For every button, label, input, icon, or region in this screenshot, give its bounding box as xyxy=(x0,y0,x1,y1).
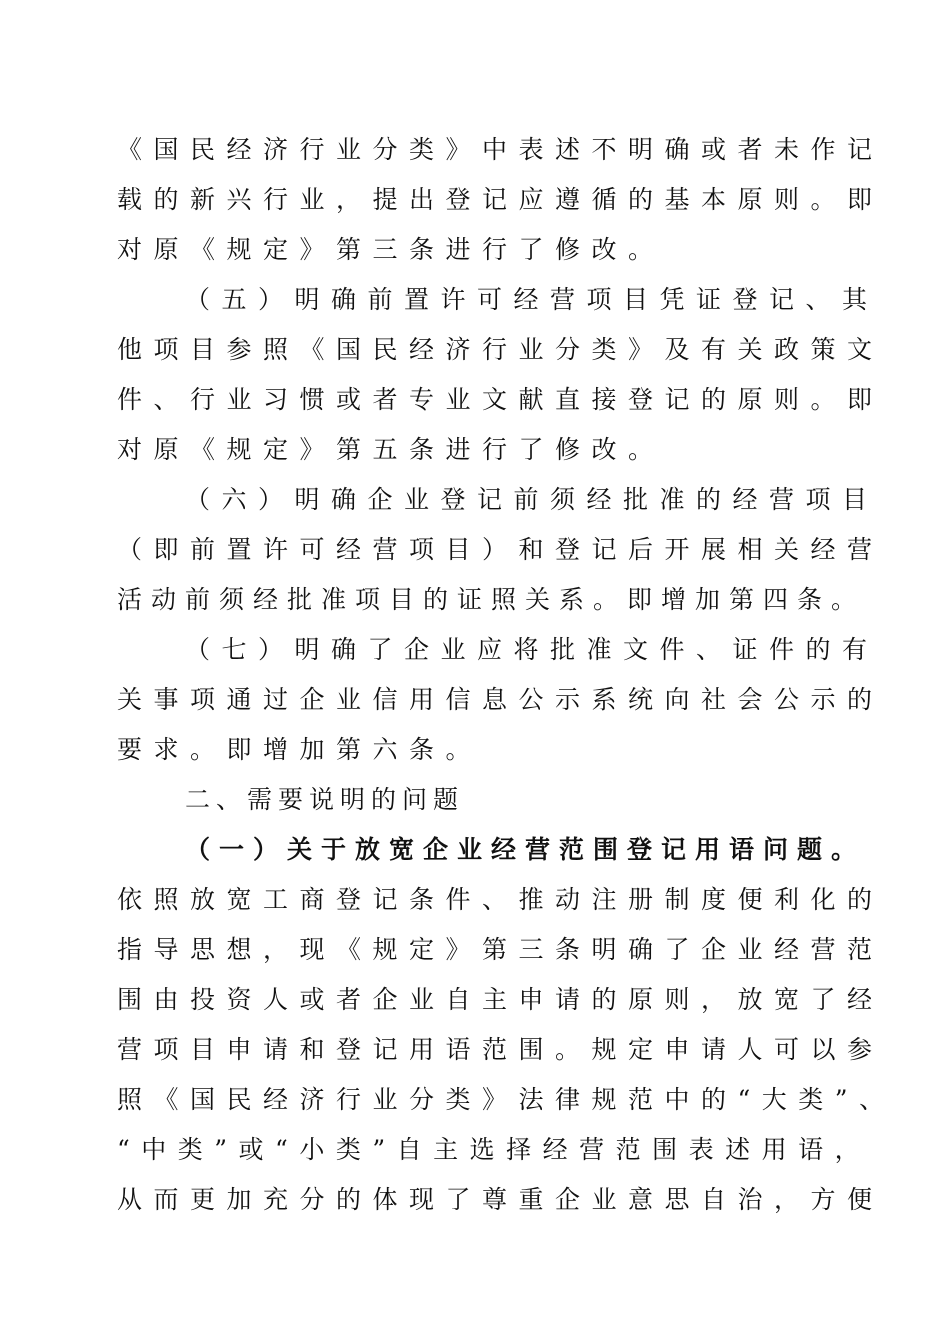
subsection-heading: （一）关于放宽企业经营范围登记用语问题。 xyxy=(185,835,866,864)
section-heading: 二、需要说明的问题 xyxy=(185,785,465,814)
text-line: 件、行业习惯或者专业文献直接登记的原则。即 xyxy=(117,385,884,414)
text-line: 活动前须经批准项目的证照关系。即增加第四条。 xyxy=(117,585,866,614)
paragraph-seven-start: （七）明确了企业应将批准文件、证件的有 xyxy=(185,635,879,664)
text-line: 依照放宽工商登记条件、推动注册制度便利化的 xyxy=(117,885,884,914)
text-line: 围由投资人或者企业自主申请的原则，放宽了经 xyxy=(117,985,884,1014)
text-line: 要求。即增加第六条。 xyxy=(117,735,483,764)
text-line: 对原《规定》第五条进行了修改。 xyxy=(117,435,665,464)
text-line: （即前置许可经营项目）和登记后开展相关经营 xyxy=(117,535,884,564)
text-line: 从而更加充分的体现了尊重企业意思自治，方便 xyxy=(117,1185,884,1214)
paragraph-six-start: （六）明确企业登记前须经批准的经营项目 xyxy=(185,485,879,514)
text-line: 关事项通过企业信用信息公示系统向社会公示的 xyxy=(117,685,884,714)
text-line: 载的新兴行业，提出登记应遵循的基本原则。即 xyxy=(117,185,884,214)
text-line: 《国民经济行业分类》中表述不明确或者未作记 xyxy=(117,135,884,164)
text-line: 指导思想，现《规定》第三条明确了企业经营范 xyxy=(117,935,884,964)
text-line: “中类”或“小类”自主选择经营范围表述用语， xyxy=(117,1135,872,1164)
text-line: 照《国民经济行业分类》法律规范中的“大类”、 xyxy=(117,1085,896,1114)
text-line: 对原《规定》第三条进行了修改。 xyxy=(117,235,665,264)
paragraph-five-start: （五）明确前置许可经营项目凭证登记、其 xyxy=(185,285,879,314)
text-line: 营项目申请和登记用语范围。规定申请人可以参 xyxy=(117,1035,884,1064)
text-line: 他项目参照《国民经济行业分类》及有关政策文 xyxy=(117,335,884,364)
